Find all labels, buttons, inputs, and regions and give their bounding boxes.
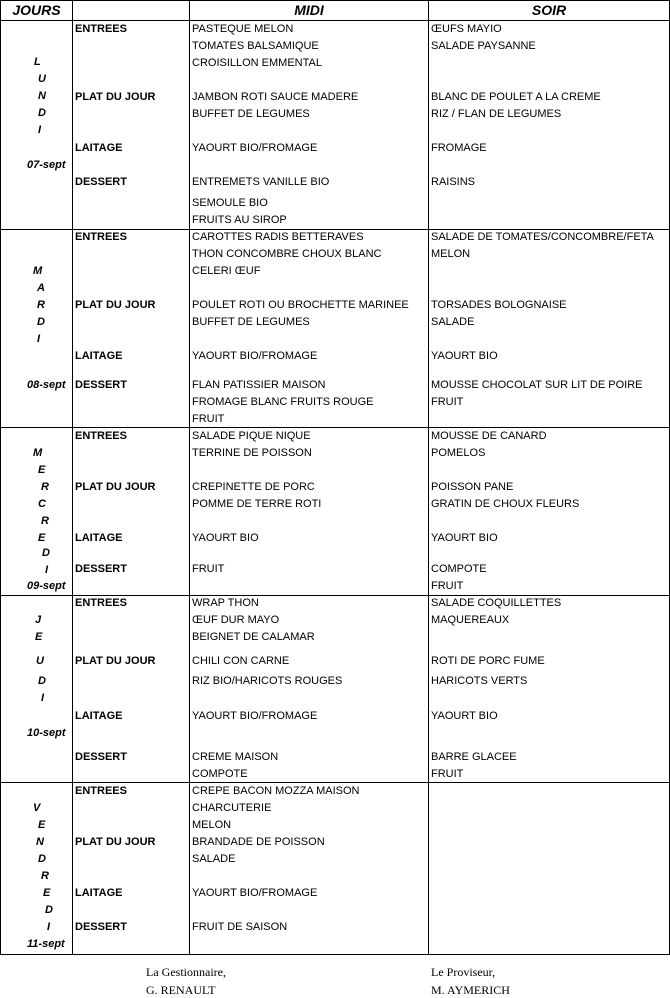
soir-dish: FRUIT bbox=[431, 580, 464, 592]
soir-dish: SALADE PAYSANNE bbox=[431, 40, 536, 52]
midi-dish: POULET ROTI OU BROCHETTE MARINEE bbox=[192, 299, 409, 311]
soir-dish: POMELOS bbox=[431, 447, 486, 459]
category-label: PLAT DU JOUR bbox=[75, 91, 156, 103]
day-letter: C bbox=[38, 498, 46, 510]
soir-dish: MELON bbox=[431, 248, 471, 260]
day-date: 10-sept bbox=[27, 727, 66, 739]
category-label: PLAT DU JOUR bbox=[75, 481, 156, 493]
day-letter: N bbox=[36, 836, 44, 848]
day-letter: M bbox=[33, 447, 43, 459]
day-letter: I bbox=[45, 564, 49, 576]
midi-dish: YAOURT BIO bbox=[192, 532, 259, 544]
category-label: LAITAGE bbox=[75, 710, 123, 722]
grid-line bbox=[428, 0, 429, 955]
midi-dish: CELERI ŒUF bbox=[192, 265, 261, 277]
day-letter: E bbox=[38, 819, 46, 831]
midi-dish: BUFFET DE LEGUMES bbox=[192, 316, 310, 328]
soir-dish: RIZ / FLAN DE LEGUMES bbox=[431, 108, 562, 120]
midi-dish: YAOURT BIO/FROMAGE bbox=[192, 350, 318, 362]
midi-dish: YAOURT BIO/FROMAGE bbox=[192, 887, 318, 899]
signature-proviseur-name: M. AYMERICH bbox=[431, 983, 510, 997]
day-letter: D bbox=[38, 853, 46, 865]
midi-dish: COMPOTE bbox=[192, 768, 248, 780]
soir-dish: YAOURT BIO bbox=[431, 532, 498, 544]
midi-dish: FRUIT bbox=[192, 413, 225, 425]
soir-dish: FROMAGE bbox=[431, 142, 487, 154]
soir-dish: YAOURT BIO bbox=[431, 350, 498, 362]
soir-dish: SALADE COQUILLETTES bbox=[431, 597, 562, 609]
day-letter: A bbox=[37, 282, 45, 294]
day-letter: U bbox=[38, 73, 46, 85]
midi-dish: CREPE BACON MOZZA MAISON bbox=[192, 785, 360, 797]
midi-dish: SALADE bbox=[192, 853, 236, 865]
day-letter: E bbox=[35, 631, 43, 643]
soir-dish: ŒUFS MAYIO bbox=[431, 23, 502, 35]
signature-gestionnaire-role: La Gestionnaire, bbox=[146, 965, 226, 979]
header-soir: SOIR bbox=[531, 2, 567, 18]
category-label: DESSERT bbox=[75, 176, 127, 188]
category-label: ENTREES bbox=[75, 231, 127, 243]
soir-dish: MAQUEREAUX bbox=[431, 614, 510, 626]
midi-dish: CROISILLON EMMENTAL bbox=[192, 57, 322, 69]
header-midi: MIDI bbox=[294, 2, 324, 18]
day-letter: I bbox=[41, 692, 45, 704]
midi-dish: YAOURT BIO/FROMAGE bbox=[192, 142, 318, 154]
midi-dish: POMME DE TERRE ROTI bbox=[192, 498, 322, 510]
soir-dish: POISSON PANE bbox=[431, 481, 514, 493]
soir-dish: ROTI DE PORC FUME bbox=[431, 655, 545, 667]
day-letter: R bbox=[41, 870, 49, 882]
soir-dish: FRUIT bbox=[431, 396, 464, 408]
category-label: DESSERT bbox=[75, 563, 127, 575]
category-label: DESSERT bbox=[75, 921, 127, 933]
day-letter: D bbox=[37, 316, 45, 328]
day-letter: N bbox=[38, 90, 46, 102]
midi-dish: BRANDADE DE POISSON bbox=[192, 836, 325, 848]
category-label: ENTREES bbox=[75, 430, 127, 442]
header-jours: JOURS bbox=[12, 2, 61, 18]
soir-dish: YAOURT BIO bbox=[431, 710, 498, 722]
midi-dish: BUFFET DE LEGUMES bbox=[192, 108, 310, 120]
midi-dish: CREME MAISON bbox=[192, 751, 279, 763]
soir-dish: SALADE DE TOMATES/CONCOMBRE/FETA bbox=[431, 231, 654, 243]
soir-dish: BLANC DE POULET A LA CREME bbox=[431, 91, 601, 103]
midi-dish: CHARCUTERIE bbox=[192, 802, 272, 814]
grid-line bbox=[72, 0, 73, 955]
day-letter: I bbox=[37, 333, 41, 345]
day-letter: D bbox=[42, 547, 50, 559]
signature-proviseur-role: Le Proviseur, bbox=[431, 965, 496, 979]
category-label: ENTREES bbox=[75, 785, 127, 797]
day-letter: I bbox=[38, 124, 42, 136]
midi-dish: CREPINETTE DE PORC bbox=[192, 481, 315, 493]
grid-line bbox=[0, 954, 670, 955]
midi-dish: TERRINE DE POISSON bbox=[192, 447, 312, 459]
midi-dish: JAMBON ROTI SAUCE MADERE bbox=[192, 91, 359, 103]
day-letter: R bbox=[37, 299, 45, 311]
category-label: LAITAGE bbox=[75, 350, 123, 362]
category-label: PLAT DU JOUR bbox=[75, 299, 156, 311]
day-letter: I bbox=[47, 921, 51, 933]
midi-dish: FRUITS AU SIROP bbox=[192, 214, 287, 226]
soir-dish: SALADE bbox=[431, 316, 475, 328]
midi-dish: TOMATES BALSAMIQUE bbox=[192, 40, 319, 52]
day-letter: E bbox=[38, 464, 46, 476]
soir-dish: COMPOTE bbox=[431, 563, 487, 575]
midi-dish: FROMAGE BLANC FRUITS ROUGE bbox=[192, 396, 374, 408]
day-letter: L bbox=[34, 56, 41, 68]
grid-line bbox=[0, 0, 1, 955]
day-letter: E bbox=[43, 887, 51, 899]
grid-line bbox=[0, 782, 670, 783]
day-date: 09-sept bbox=[27, 580, 66, 592]
category-label: DESSERT bbox=[75, 379, 127, 391]
soir-dish: TORSADES BOLOGNAISE bbox=[431, 299, 567, 311]
midi-dish: PASTEQUE MELON bbox=[192, 23, 294, 35]
day-letter: D bbox=[38, 107, 46, 119]
day-letter: R bbox=[41, 481, 49, 493]
signature-gestionnaire-name: G. RENAULT bbox=[146, 983, 216, 997]
midi-dish: FRUIT DE SAISON bbox=[192, 921, 288, 933]
grid-line bbox=[0, 20, 670, 21]
day-letter: J bbox=[35, 614, 42, 626]
day-letter: U bbox=[36, 655, 44, 667]
midi-dish: ŒUF DUR MAYO bbox=[192, 614, 280, 626]
day-letter: M bbox=[33, 265, 43, 277]
soir-dish: RAISINS bbox=[431, 176, 476, 188]
grid-line bbox=[0, 229, 670, 230]
grid-line bbox=[0, 427, 670, 428]
day-date: 08-sept bbox=[27, 379, 66, 391]
day-date: 11-sept bbox=[27, 938, 65, 950]
midi-dish: SALADE PIQUE NIQUE bbox=[192, 430, 311, 442]
midi-dish: ENTREMETS VANILLE BIO bbox=[192, 176, 330, 188]
day-letter: D bbox=[45, 904, 53, 916]
category-label: LAITAGE bbox=[75, 887, 123, 899]
category-label: ENTREES bbox=[75, 23, 127, 35]
day-date: 07-sept bbox=[27, 159, 66, 171]
category-label: PLAT DU JOUR bbox=[75, 655, 156, 667]
midi-dish: WRAP THON bbox=[192, 597, 259, 609]
soir-dish: MOUSSE DE CANARD bbox=[431, 430, 547, 442]
day-letter: D bbox=[38, 675, 46, 687]
midi-dish: SEMOULE BIO bbox=[192, 197, 268, 209]
midi-dish: CHILI CON CARNE bbox=[192, 655, 290, 667]
category-label: LAITAGE bbox=[75, 142, 123, 154]
midi-dish: THON CONCOMBRE CHOUX BLANC bbox=[192, 248, 382, 260]
midi-dish: BEIGNET DE CALAMAR bbox=[192, 631, 315, 643]
soir-dish: HARICOTS VERTS bbox=[431, 675, 528, 687]
midi-dish: MELON bbox=[192, 819, 232, 831]
midi-dish: FLAN PATISSIER MAISON bbox=[192, 379, 326, 391]
soir-dish: GRATIN DE CHOUX FLEURS bbox=[431, 498, 580, 510]
category-label: ENTREES bbox=[75, 597, 127, 609]
soir-dish: BARRE GLACEE bbox=[431, 751, 517, 763]
category-label: DESSERT bbox=[75, 751, 127, 763]
soir-dish: FRUIT bbox=[431, 768, 464, 780]
day-letter: R bbox=[41, 515, 49, 527]
grid-line bbox=[0, 595, 670, 596]
grid-line bbox=[189, 0, 190, 955]
day-letter: E bbox=[38, 532, 46, 544]
day-letter: V bbox=[33, 802, 41, 814]
midi-dish: RIZ BIO/HARICOTS ROUGES bbox=[192, 675, 343, 687]
category-label: PLAT DU JOUR bbox=[75, 836, 156, 848]
midi-dish: CAROTTES RADIS BETTERAVES bbox=[192, 231, 364, 243]
midi-dish: FRUIT bbox=[192, 563, 225, 575]
soir-dish: MOUSSE CHOCOLAT SUR LIT DE POIRE bbox=[431, 379, 643, 391]
category-label: LAITAGE bbox=[75, 532, 123, 544]
midi-dish: YAOURT BIO/FROMAGE bbox=[192, 710, 318, 722]
